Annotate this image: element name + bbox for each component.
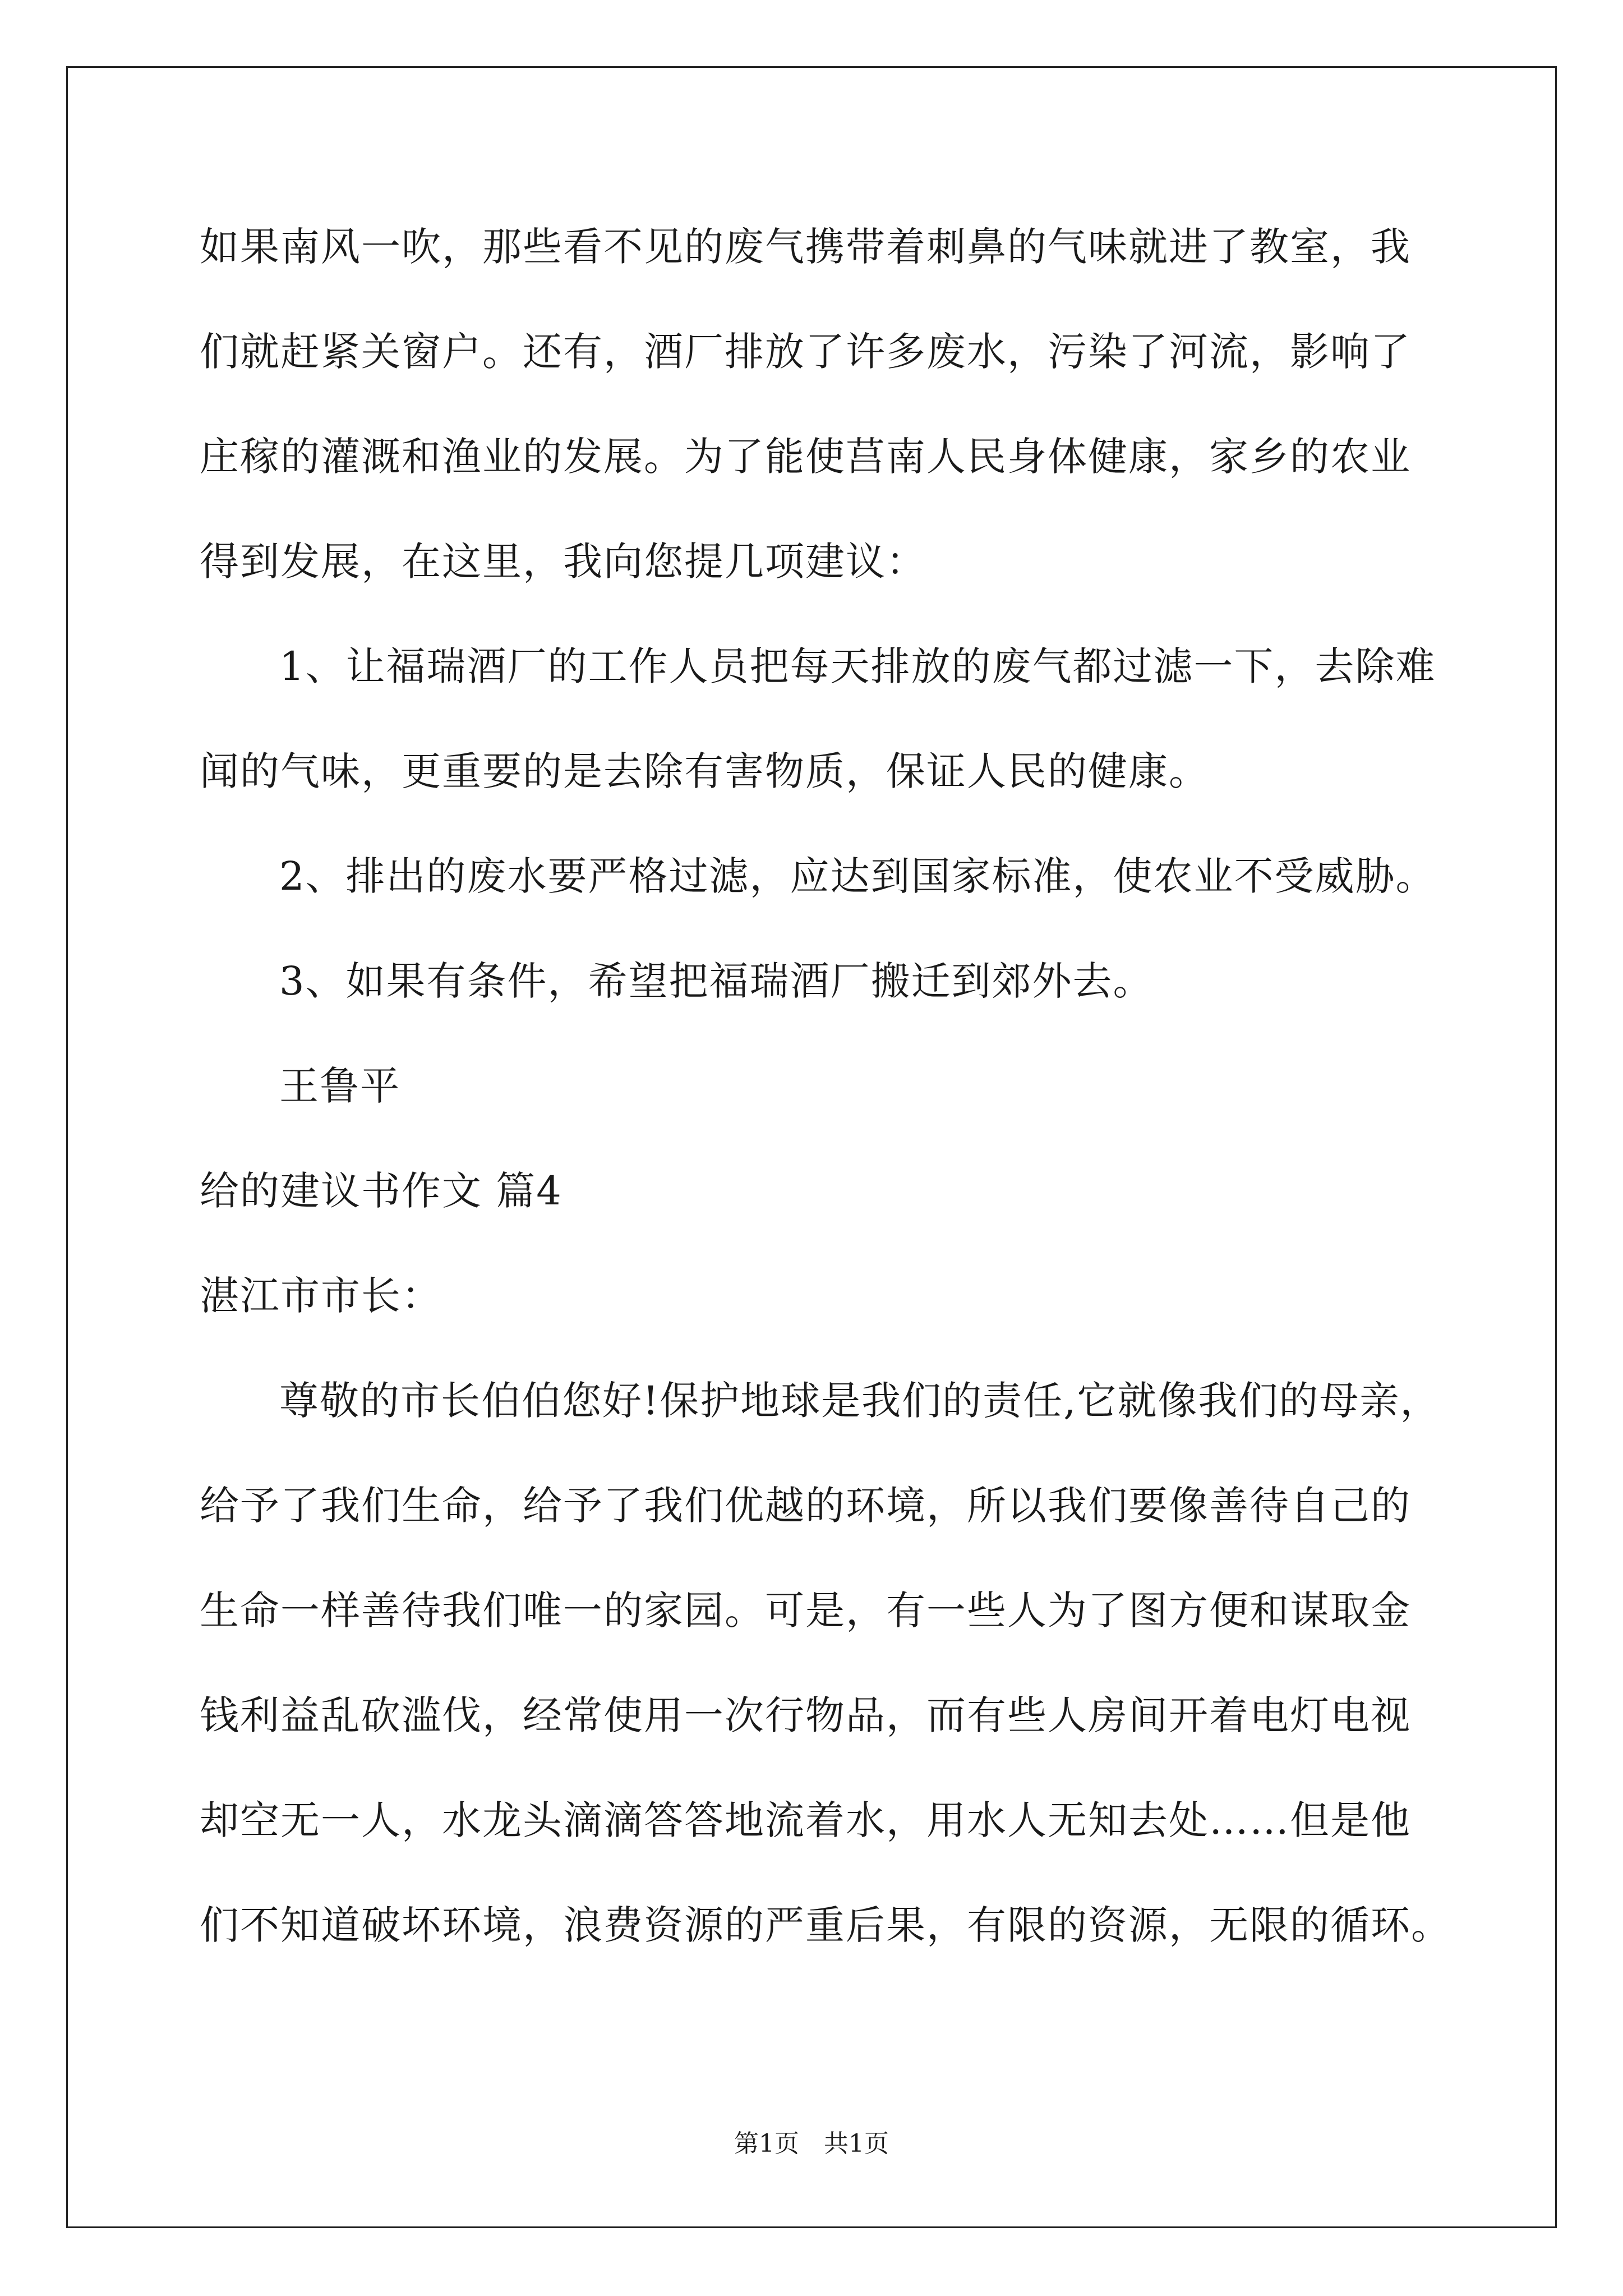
suggestion-3: 3、如果有条件，希望把福瑞酒厂搬迁到郊外去。 bbox=[279, 958, 1154, 1004]
text-line-1: 如果南风一吹，那些看不见的废气携带着刺鼻的气味就进了教室，我 bbox=[200, 224, 1411, 270]
suggestion-2: 2、排出的废水要严格过滤，应达到国家标准，使农业不受威胁。 bbox=[279, 853, 1436, 899]
letter-line-6: 们不知道破坏环境，浪费资源的严重后果，有限的资源，无限的循环。 bbox=[200, 1902, 1451, 1948]
document-body bbox=[200, 213, 1451, 1996]
text-line-4: 得到发展，在这里，我向您提几项建议： bbox=[200, 539, 926, 585]
suggestion-1-line-2: 闻的气味，更重要的是去除有害物质，保证人民的健康。 bbox=[200, 748, 1209, 794]
letter-line-5: 却空无一人，水龙头滴滴答答地流着水，用水人无知去处……但是他 bbox=[200, 1797, 1411, 1843]
signature: 王鲁平 bbox=[279, 1063, 400, 1109]
letter-line-4: 钱利益乱砍滥伐，经常使用一次行物品，而有些人房间开着电灯电视 bbox=[200, 1692, 1411, 1738]
page-footer: 第1页 共1页 bbox=[734, 2129, 889, 2158]
section-heading: 给的建议书作文 篇4 bbox=[200, 1168, 562, 1214]
salutation: 湛江市市长： bbox=[200, 1273, 442, 1319]
letter-line-2: 给予了我们生命，给予了我们优越的环境，所以我们要像善待自己的 bbox=[200, 1483, 1411, 1529]
suggestion-1-line-1: 1、让福瑞酒厂的工作人员把每天排放的废气都过滤一下，去除难 bbox=[279, 643, 1436, 689]
text-line-3: 庄稼的灌溉和渔业的发展。为了能使莒南人民身体健康，家乡的农业 bbox=[200, 434, 1411, 480]
letter-line-1: 尊敬的市长伯伯您好!保护地球是我们的责任,它就像我们的母亲， bbox=[279, 1378, 1441, 1424]
text-line-2: 们就赶紧关窗户。还有，酒厂排放了许多废水，污染了河流，影响了 bbox=[200, 329, 1411, 375]
letter-line-3: 生命一样善待我们唯一的家园。可是，有一些人为了图方便和谋取金 bbox=[200, 1588, 1411, 1634]
